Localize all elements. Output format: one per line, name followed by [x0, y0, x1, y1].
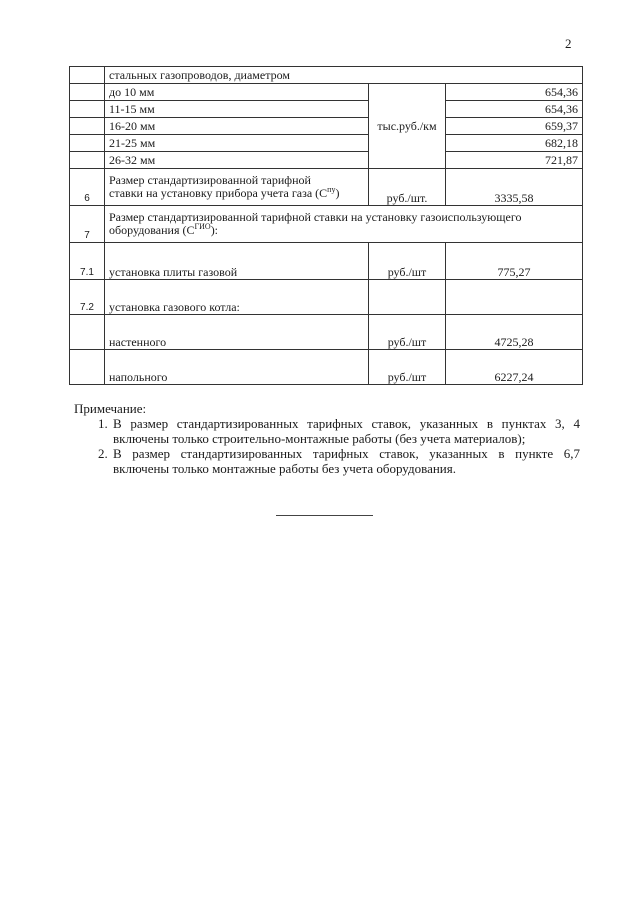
note-item: 2. В размер стандартизированных тарифных ставок, указанных в пункте 6,7 включены только монтажные работы без учета оборудования.	[111, 446, 580, 476]
page-number: 2	[565, 36, 572, 51]
row-number: 7.2	[70, 280, 105, 315]
num-cell	[70, 350, 105, 385]
table-row	[70, 169, 583, 206]
table-row	[70, 135, 583, 152]
row71-value: 775,27	[446, 243, 583, 280]
row-number: 7.1	[70, 243, 105, 280]
row71-name: установка плиты газовой	[105, 243, 369, 280]
row-wall-unit: руб./шт	[369, 315, 446, 350]
diameter-unit: тыс.руб./км	[369, 84, 446, 169]
row6-name-line2: ставки на установку прибора учета газа (С	[109, 186, 328, 200]
row-wall-name: настенного	[105, 315, 369, 350]
row72-name: установка газового котла:	[105, 280, 369, 315]
separator-line	[276, 515, 373, 516]
diameter-value: 682,18	[446, 135, 583, 152]
table-row	[70, 350, 583, 385]
diameter-name: 26-32 мм	[105, 152, 369, 169]
diameter-name: 16-20 мм	[105, 118, 369, 135]
table-row	[70, 280, 583, 315]
notes-list	[74, 416, 580, 476]
num-cell	[70, 152, 105, 169]
num-cell	[70, 84, 105, 101]
table-row	[70, 315, 583, 350]
row6-name-line1: Размер стандартизированной тарифной	[109, 173, 311, 187]
num-cell	[70, 315, 105, 350]
table-row	[70, 118, 583, 135]
diameter-value: 654,36	[446, 101, 583, 118]
table-row	[70, 67, 583, 84]
table-row	[70, 84, 583, 101]
diameter-value: 659,37	[446, 118, 583, 135]
row-number: 7	[70, 206, 105, 243]
row6-value: 3335,58	[446, 169, 583, 206]
note-item: 1. В размер стандартизированных тарифных ставок, указанных в пунктах 3, 4 включены только строительно-монтажные работы (без учета материалов);	[111, 416, 580, 446]
notes-section	[74, 401, 580, 476]
row6-name-end: )	[335, 186, 340, 200]
header-cell: стальных газопроводов, диаметром	[105, 67, 583, 84]
tariff-table	[69, 66, 583, 385]
row-wall-value: 4725,28	[446, 315, 583, 350]
diameter-value: 654,36	[446, 84, 583, 101]
diameter-value: 721,87	[446, 152, 583, 169]
table-row	[70, 206, 583, 243]
num-cell	[70, 67, 105, 84]
row6-sup: пу	[327, 185, 336, 194]
table-row	[70, 243, 583, 280]
row-floor-value: 6227,24	[446, 350, 583, 385]
diameter-name: 21-25 мм	[105, 135, 369, 152]
num-cell	[70, 118, 105, 135]
diameter-name: 11-15 мм	[105, 101, 369, 118]
notes-title: Примечание:	[74, 401, 147, 416]
table-row	[70, 152, 583, 169]
row-floor-unit: руб./шт	[369, 350, 446, 385]
table-row	[70, 101, 583, 118]
row7-name-line1: Размер стандартизированной тарифной ставки на установку газоиспользующего	[109, 210, 522, 224]
row71-unit: руб./шт	[369, 243, 446, 280]
row-number: 6	[70, 169, 105, 206]
row7-name-line2: оборудования (С	[109, 223, 195, 237]
row72-value	[446, 280, 583, 315]
row-floor-name: напольного	[105, 350, 369, 385]
num-cell	[70, 101, 105, 118]
num-cell	[70, 135, 105, 152]
row72-unit	[369, 280, 446, 315]
diameter-name: до 10 мм	[105, 84, 369, 101]
row6-unit: руб./шт.	[369, 169, 446, 206]
row6-name	[105, 169, 369, 206]
row7-sup: ГИО	[194, 222, 211, 231]
row7-name	[105, 206, 583, 243]
row7-name-end: ):	[210, 223, 219, 237]
